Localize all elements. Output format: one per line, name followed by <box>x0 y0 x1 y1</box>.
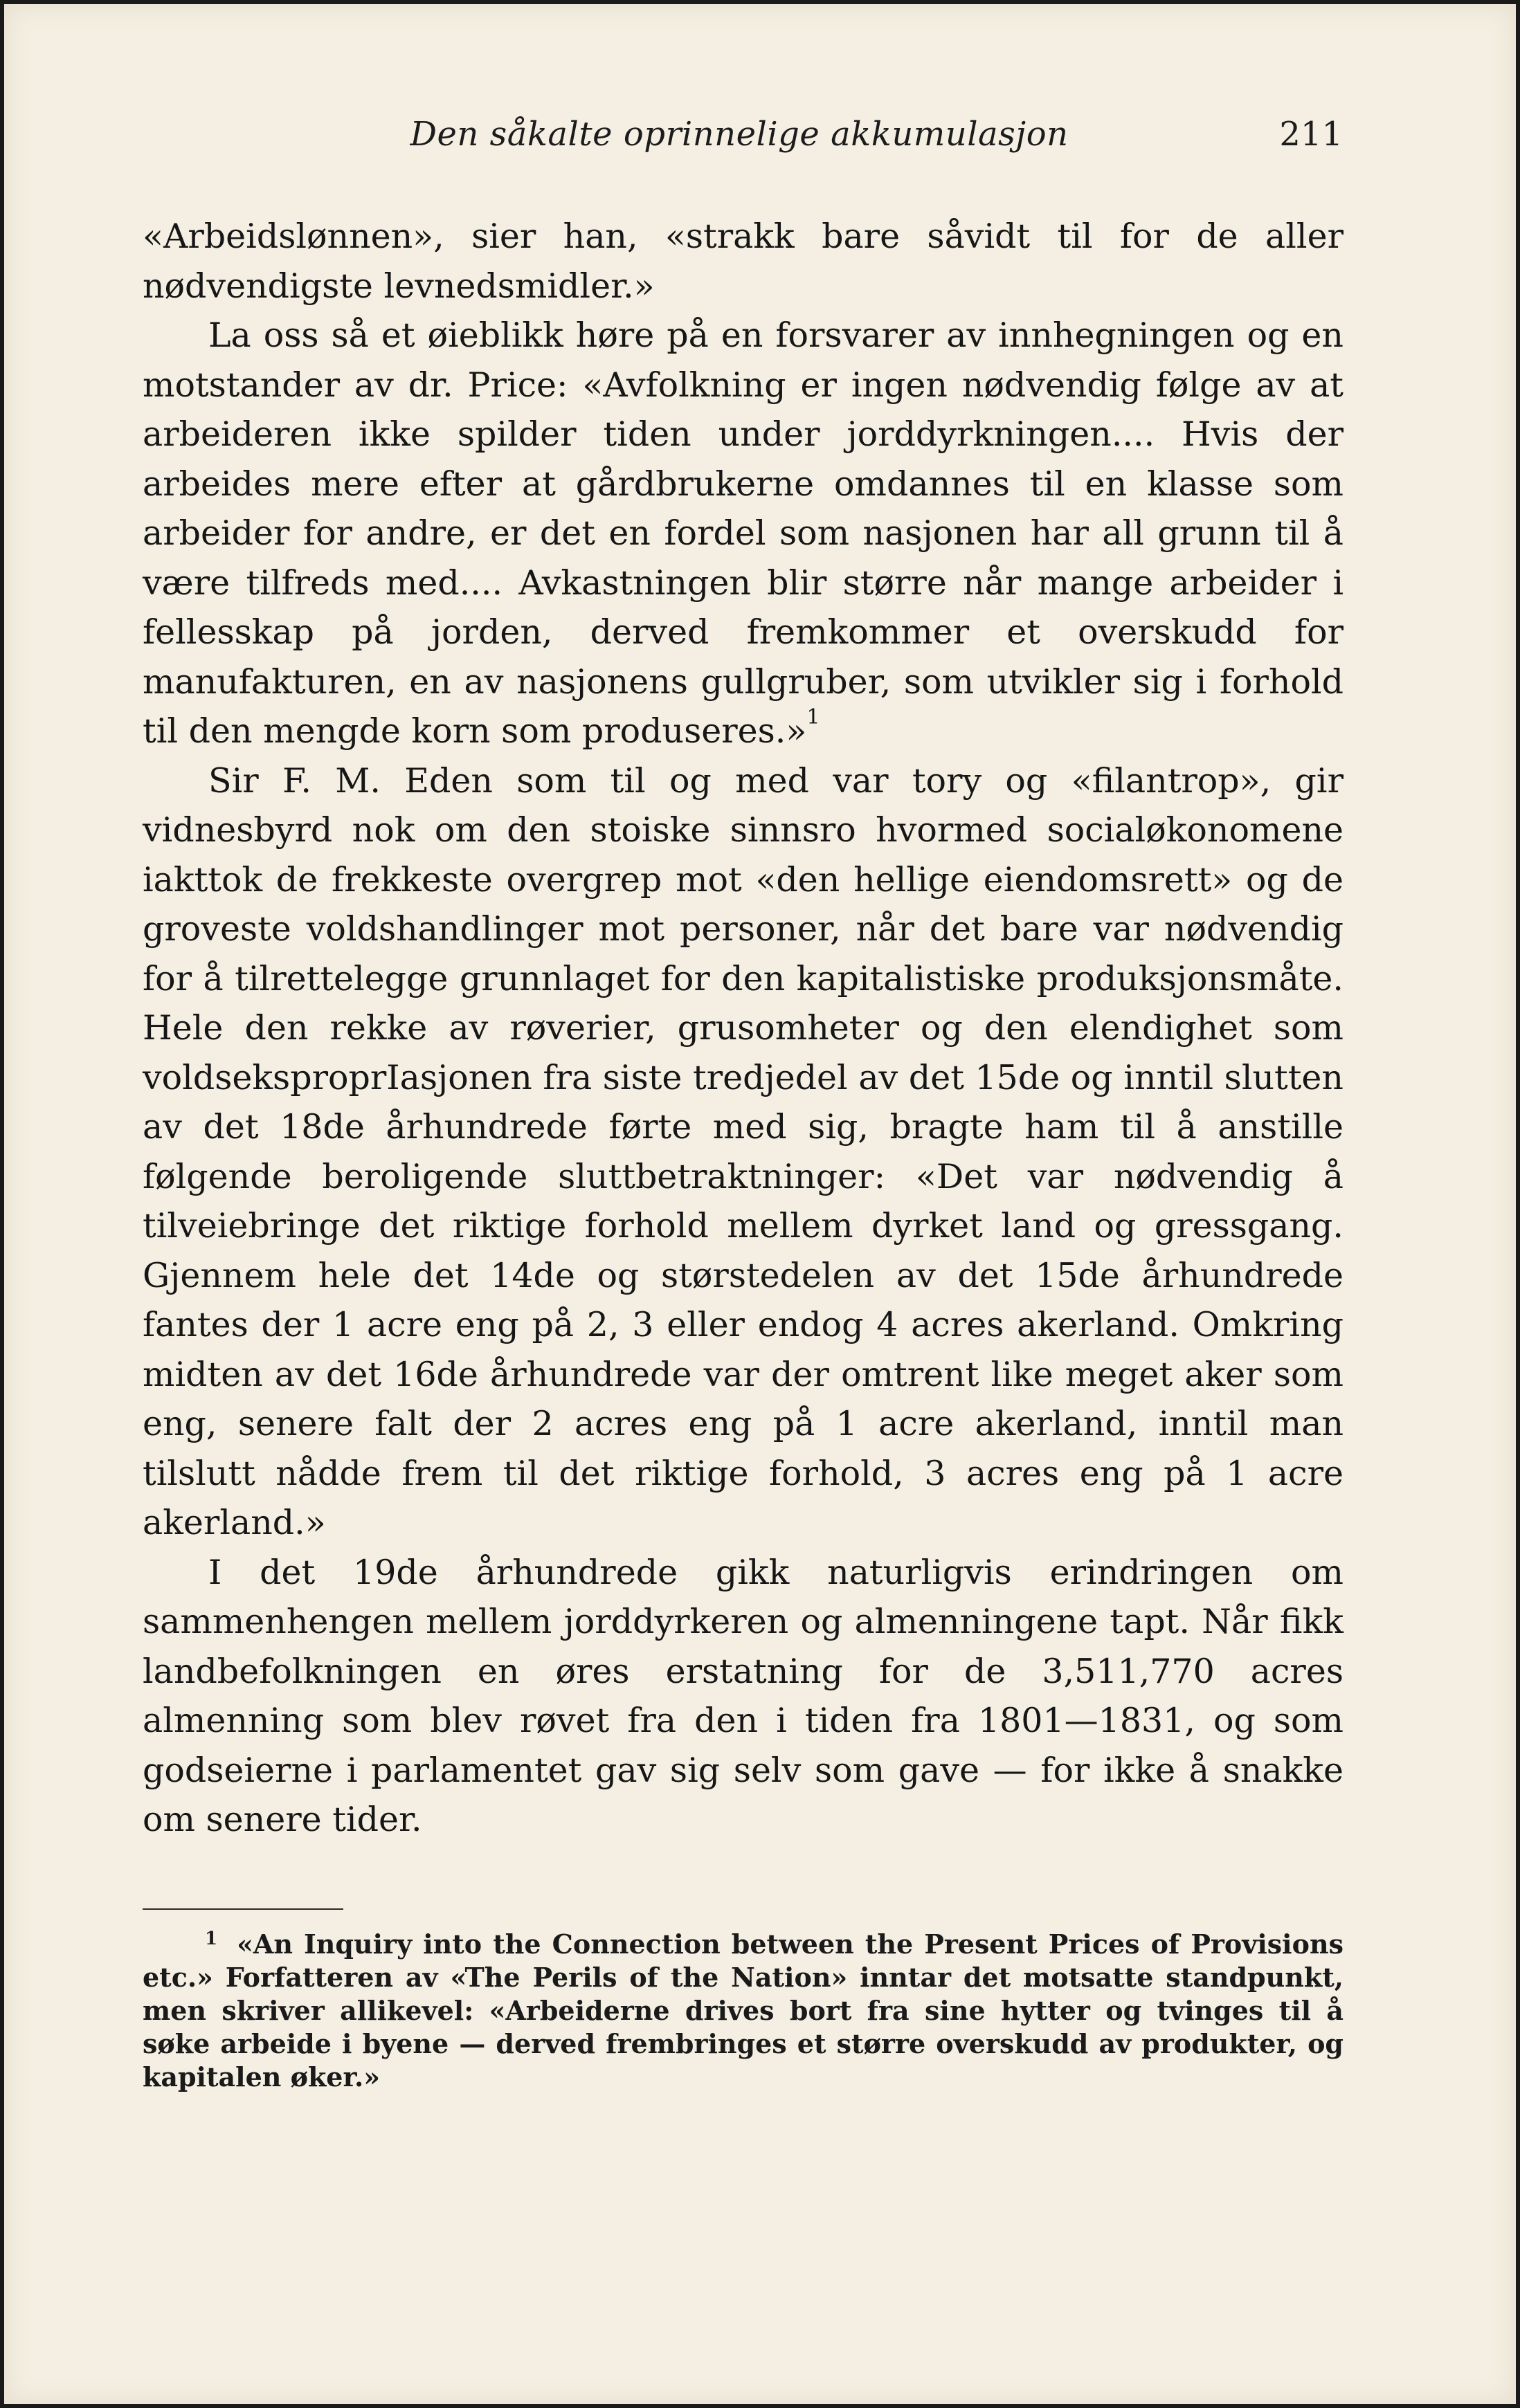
footnotes <box>143 1928 1343 2094</box>
paragraph-4: I det 19de århundrede gikk naturligvis erindringen om sammenhengen mellem jorddyrkeren og almenningene tapt. Når fikk landbefolkningen en øres erstatning for de 3,511,770 acres almenning som blev røvet fra den i tiden fra 1801—1831, og som godseierne i parlamentet gav sig selv som gave — for ikke å snakke om senere tider. <box>143 1552 1343 1839</box>
footnote-divider <box>143 1908 343 1910</box>
footnote-mark: 1 <box>205 1928 218 1949</box>
footnote-text: «An Inquiry into the Connection between the Present Prices of Provisions etc.» Forfatteren av «The Perils of the Nation» inntar det motsatte standpunkt, men skriver allikevel: «Arbeiderne drives bort fra sine hytter og tvinges til å søke arbeide i byene — derved frembringes et større overskudd av produkter, og kapitalen øker.» <box>143 1928 1343 2092</box>
footnote-1 <box>143 1928 1343 2094</box>
paragraph-3: Sir F. M. Eden som til og med var tory og «filantrop», gir vidnesbyrd nok om den stoiske sinnsro hvormed socialøkonomene iakttok de frekkeste overgrep mot «den hellige eiendomsrett» og de groveste voldshandlinger mot personer, når det bare var nødvendig for å tilrettelegge grunnlaget for den kapitalistiske produksjonsmåte. Hele den rekke av røverier, grusomheter og den elendighet som voldseksproprIasjonen fra siste tredjedel av det 15de og inntil slutten av det 18de århundrede førte med sig, bragte ham til å anstille følgende beroligende sluttbetraktninger: «Det var nødvendig å tilveiebringe det riktige forhold mellem dyrket land og gressgang. Gjennem hele det 14de og størstedelen av det 15de århundrede fantes der 1 acre eng på 2, 3 eller endog 4 acres akerland. Omkring midten av det 16de århundrede var der omtrent like meget aker som eng, senere falt der 2 acres eng på 1 acre akerland, inntil man tilslutt nådde frem til det riktige forhold, 3 acres eng på 1 acre akerland.» <box>143 760 1343 1542</box>
running-header <box>136 115 1343 170</box>
page-number: 211 <box>1279 115 1343 154</box>
footnote-reference[interactable]: 1 <box>806 705 820 729</box>
paragraph-2: La oss så et øieblikk høre på en forsvarer av innhegningen og en motstander av dr. Price: «Avfolkning er ingen nødvendig følge av at arbeideren ikke spilder tiden under jorddyrkningen.... Hvis der arbeides mere efter at gårdbrukerne omdannes til en klasse som arbeider for andre, er det en fordel som nasjonen har all grunn til å være tilfreds med.... Avkastningen blir større når mange arbeider i fellesskap på jorden, derved fremkommer et overskudd for manufakturen, en av nasjonens gullgruber, som utvikler sig i forhold til den mengde korn som produseres.»$^1$ <box>143 316 1343 751</box>
body-text <box>143 212 1343 1845</box>
paragraph-1: «Arbeidslønnen», sier han, «strakk bare såvidt til for de aller nødvendigste levnedsmidler.» <box>143 217 1343 306</box>
running-title: Den såkalte oprinnelige akkumulasjon <box>410 115 1069 154</box>
